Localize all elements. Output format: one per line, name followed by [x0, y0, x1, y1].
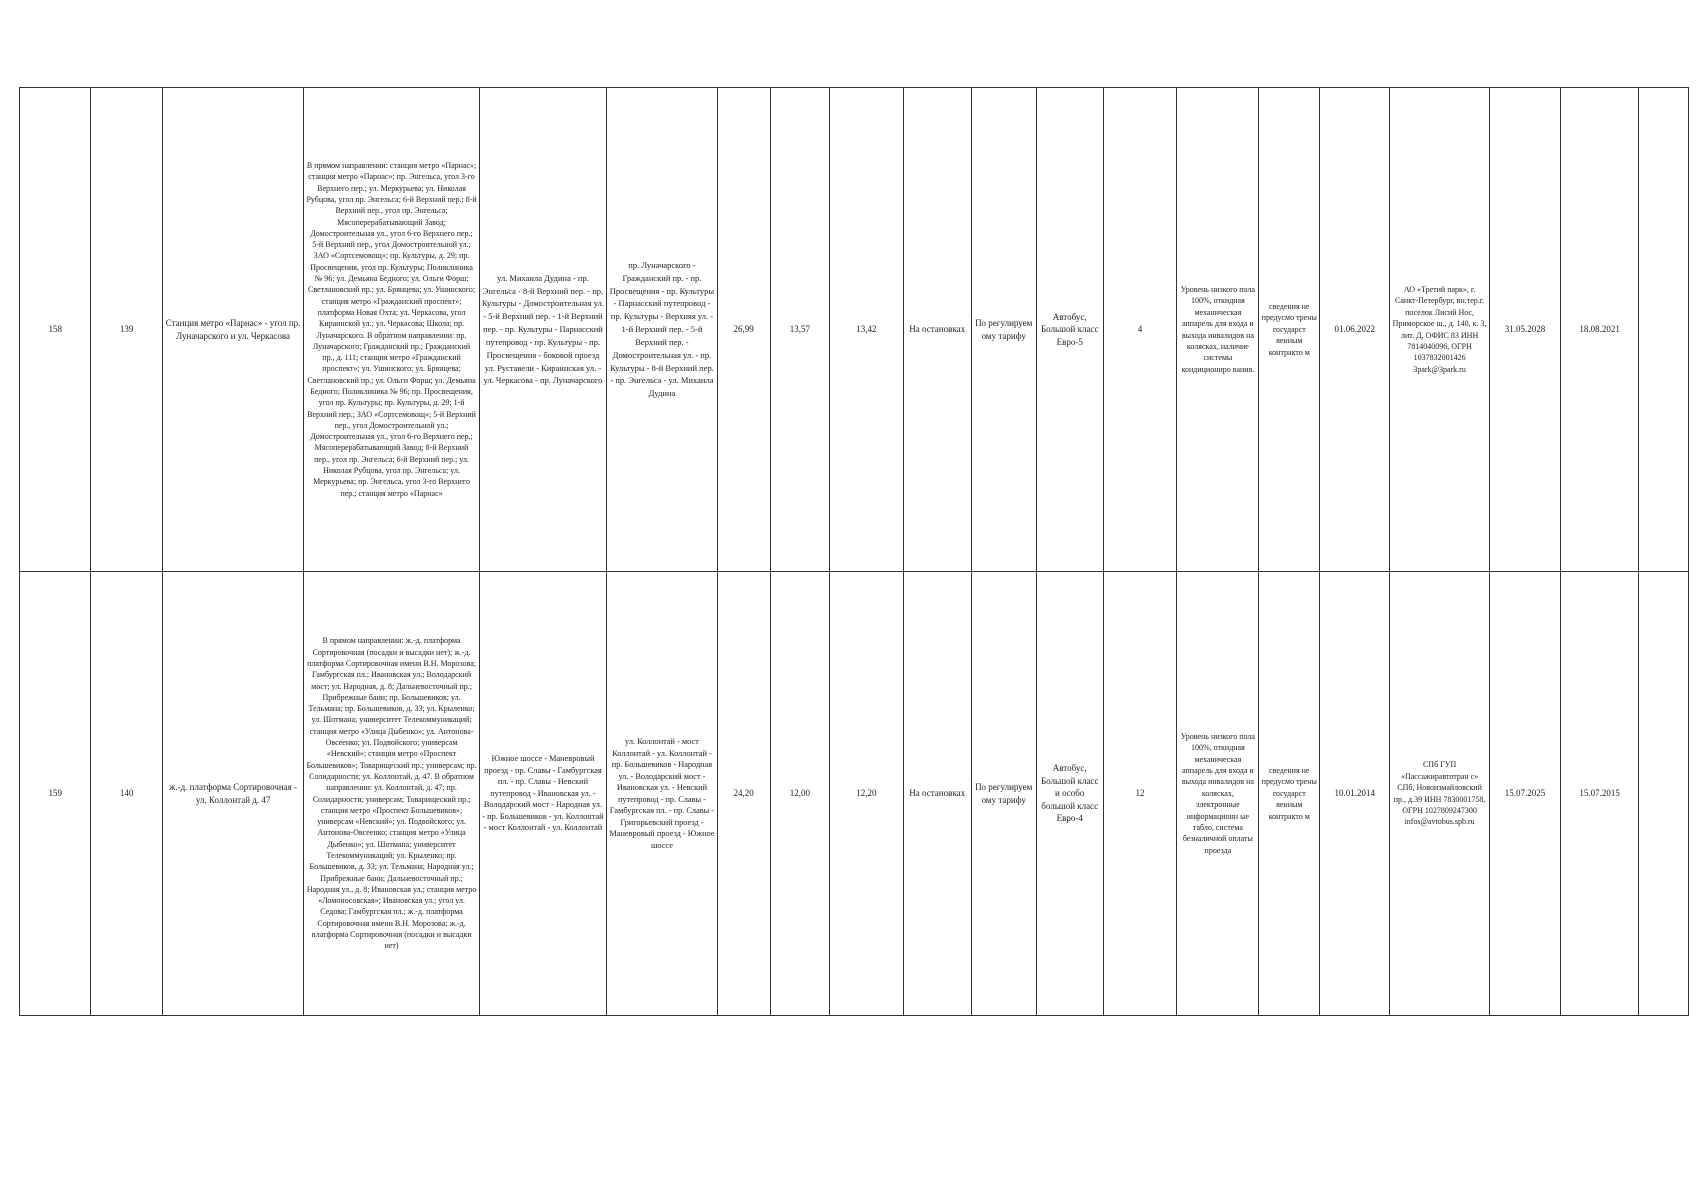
start-date-cell: 01.06.2022 [1320, 88, 1390, 572]
stops-cell: В прямом направлении: станция метро «Парнас»; станция метро «Парнас»; пр. Энгельса, угол 3-го Верхнего пер.; ул. Меркурьева; ул. Николая Рубцова, угол пр. Энгельса; 6-й Верхний пер.; 8-й Верхний пер., угол пр. Энгельса; Мясоперерабатывающий Завод; Домостроительная ул., угол 6-го Верхнего пер.; 5-й Верхний пер., угол Домостроительной ул.; ЗАО «Сортсемовощ»; пр. Культуры, д. 29; пр. Просвещения, угол пр. Культуры; Поликлиника № 96; ул. Демьяна Бедного; ул. Ольги Форш; Светлановский пр.; ул. Брянцева; ул. Ушинского; станция метро «Гражданский проспект»; платформа Новая Охта; ул. Черкасова, угол Кираинской ул.; ул. Черкасова; Школа; пр. Луначарского. В обратном направлении: пр. Луначарского; Гражданский пр.; Гражданский пр., д. 111; станция метро «Гражданский проспект»; ул. Ушинского; ул. Брянцева; Светлановский пр.; ул. Ольги Форш; ул. Демьяна Бедного; Поликлиника № 96; пр. Просвещения, угол пр. Культуры; пр. Культуры, д. 29; 1-й Верхний пер.; ЗАО «Сортсемовощ»; 5-й Верхний пер., угол Домостроительной ул.; Домостроительная ул., угол 6-го Верхнего пер.; Мясоперерабатывающий Завод; 8-й Верхний пер., угол пр. Энгельса; 6-й Верхний пер.; ул. Николая Рубцова, угол пр. Энгельса; ул. Меркурьева; пр. Энгельса, угол 3-го Верхнего пер.; станция метро «Парнас» [304, 88, 479, 572]
contract-start-cell: 15.07.2015 [1561, 572, 1639, 1016]
registration-number-cell: 158 [20, 88, 91, 572]
carrier-cell: СПб ГУП «Пассажиравтотран с» СПб, Новоизмайловский пр., д.39 ИНН 7830001758, ОГРН 1027809247300 infos@avtobus.spb.ru [1390, 572, 1490, 1016]
table-row [20, 572, 1689, 1016]
route-length-total-cell: 24,20 [717, 572, 770, 1016]
stop-order-cell: На остановках [903, 88, 971, 572]
vehicle-count-cell: 4 [1103, 88, 1177, 572]
routes-registry-table [19, 87, 1689, 1016]
contract-end-cell: 15.07.2025 [1489, 572, 1560, 1016]
contract-end-cell: 31.05.2028 [1489, 88, 1560, 572]
route-length-total-cell: 26,99 [717, 88, 770, 572]
route-length-forward-cell: 13,57 [770, 88, 829, 572]
route-length-backward-cell: 13,42 [830, 88, 904, 572]
route-length-forward-cell: 12,00 [770, 572, 829, 1016]
route-name-cell: Станция метро «Парнас» - угол пр. Луначарского и ул. Черкасова [162, 88, 304, 572]
vehicle-type-cell: Автобус, Большой класс Евро-5 [1036, 88, 1103, 572]
start-date-cell: 10.01.2014 [1320, 572, 1390, 1016]
route-length-backward-cell: 12,20 [830, 572, 904, 1016]
table-row [20, 88, 1689, 572]
path-forward-cell: ул. Михаила Дудина - пр. Энгельса - 8-й Верхний пер. - пр. Культуры - Домостроительная ул. - 5-й Верхний пер. - 1-й Верхний пер. - пр. Культуры - Парнасский путепровод - пр. Культуры - пр. Просвещения - боковой проезд ул. Руставели - Кираинская ул. - ул. Черкасова - пр. Луначарского [479, 88, 607, 572]
tariff-cell: По регулируем ому тарифу [971, 572, 1036, 1016]
tariff-cell: По регулируем ому тарифу [971, 88, 1036, 572]
route-number-cell: 139 [91, 88, 162, 572]
vehicle-characteristics-cell: Уровень низкого пола 100%, откидная механическая аппарель для входа и выхода инвалидов на колясках, электронные информационн ые табло, система безналичной оплаты проезда [1177, 572, 1259, 1016]
extra-cell [1639, 88, 1689, 572]
path-backward-cell: ул. Коллонтай - мост Коллонтай - ул. Коллонтай - пр. Большевиков - Народная ул. - Володарский мост - Ивановская ул. - Невский путепровод - пр. Славы - Гамбургская пл. - пр. Славы - Григорьевский проезд - Маневровый проезд - Южное шоссе [607, 572, 717, 1016]
contract-start-cell: 18.08.2021 [1561, 88, 1639, 572]
stop-order-cell: На остановках [903, 572, 971, 1016]
extra-cell [1639, 572, 1689, 1016]
vehicle-type-cell: Автобус, Большой класс и особо большой класс Евро-4 [1036, 572, 1103, 1016]
route-name-cell: ж.-д. платформа Сортировочная - ул. Коллонтай д. 47 [162, 572, 304, 1016]
stops-cell: В прямом направлении: ж.-д. платформа Сортировочная (посадки и высадки нет); ж.-д. платформа Сортировочная имени В.Н. Морозова; Гамбургская пл.; Ивановская ул.; Володарский мост; ул. Народная, д. 8; Дальневосточный пр.; Прибрежные бани; пр. Большевиков; ул. Тельмана; пр. Большевиков, д. 33; ул. Крыленко; ул. Шотмана; университет Телекоммуникаций; станция метро «Улица Дыбенко»; ул. Антонова-Овсеенко; ул. Подвойского; универсам «Невский»; станция метро «Проспект Большевиков»; Товарищеский пр.; универсам; пр. Солидарности; ул. Коллонтай, д. 47. В обратном направлении: ул. Коллонтай, д. 47; пр. Солидарности; универсам; Товарищеский пр.; станция метро «Проспект Большевиков»; универсам «Невский»; ул. Подвойского; ул. Антонова-Овсеенко; станция метро «Улица Дыбенко»; ул. Шотмана; университет Телекоммуникаций; ул. Крыленко; пр. Большевиков, д. 33; ул. Тельмана; Народная ул.; Прибрежные бани; Дальневосточный пр.; Народная ул., д. 8; Ивановская ул.; станция метро «Ломоносовская»; Ивановская ул.; угол ул. Седова; Гамбургская пл.; ж.-д. платформа Сортировочная имени В.Н. Морозова; ж.-д. платформа Сортировочная (посадки и высадки нет) [304, 572, 479, 1016]
vehicle-count-cell: 12 [1103, 572, 1177, 1016]
path-backward-cell: пр. Луначарского - Гражданский пр. - пр. Просвещения - пр. Культуры - Парнасский путепровод - пр. Культуры - Верхняя ул. - 1-й Верхний пер. - 5-й Верхний пер. - Домостроительная ул. - пр. Культуры - 8-й Верхний пер. - пр. Энгельса - ул. Михаила Дудина [607, 88, 717, 572]
schedule-cell: сведения не предусмо трены государст венным контракто м [1259, 88, 1320, 572]
route-number-cell: 140 [91, 572, 162, 1016]
schedule-cell: сведения не предусмо трены государст венным контракто м [1259, 572, 1320, 1016]
registration-number-cell: 159 [20, 572, 91, 1016]
vehicle-characteristics-cell: Уровень низкого пола 100%, откидная механическая аппарель для входа и выхода инвалидов на колясках, наличие системы кондициониро вания. [1177, 88, 1259, 572]
carrier-cell: АО «Третий парк», г. Санкт-Петербург, вн.тер.г. поселок Лисий Нос, Приморское ш., д. 140, к. 3, лит. Д, ОФИС 83 ИНН 7814040096, ОГРН 1037832001426 3park@3park.ru [1390, 88, 1490, 572]
path-forward-cell: Южное шоссе - Маневровый проезд - пр. Славы - Гамбургская пл. - пр. Славы - Невский путепровод - Ивановская ул. - Володарский мост - Народная ул. - пр. Большевиков - ул. Коллонтай - мост Коллонтай - ул. Коллонтай [479, 572, 607, 1016]
